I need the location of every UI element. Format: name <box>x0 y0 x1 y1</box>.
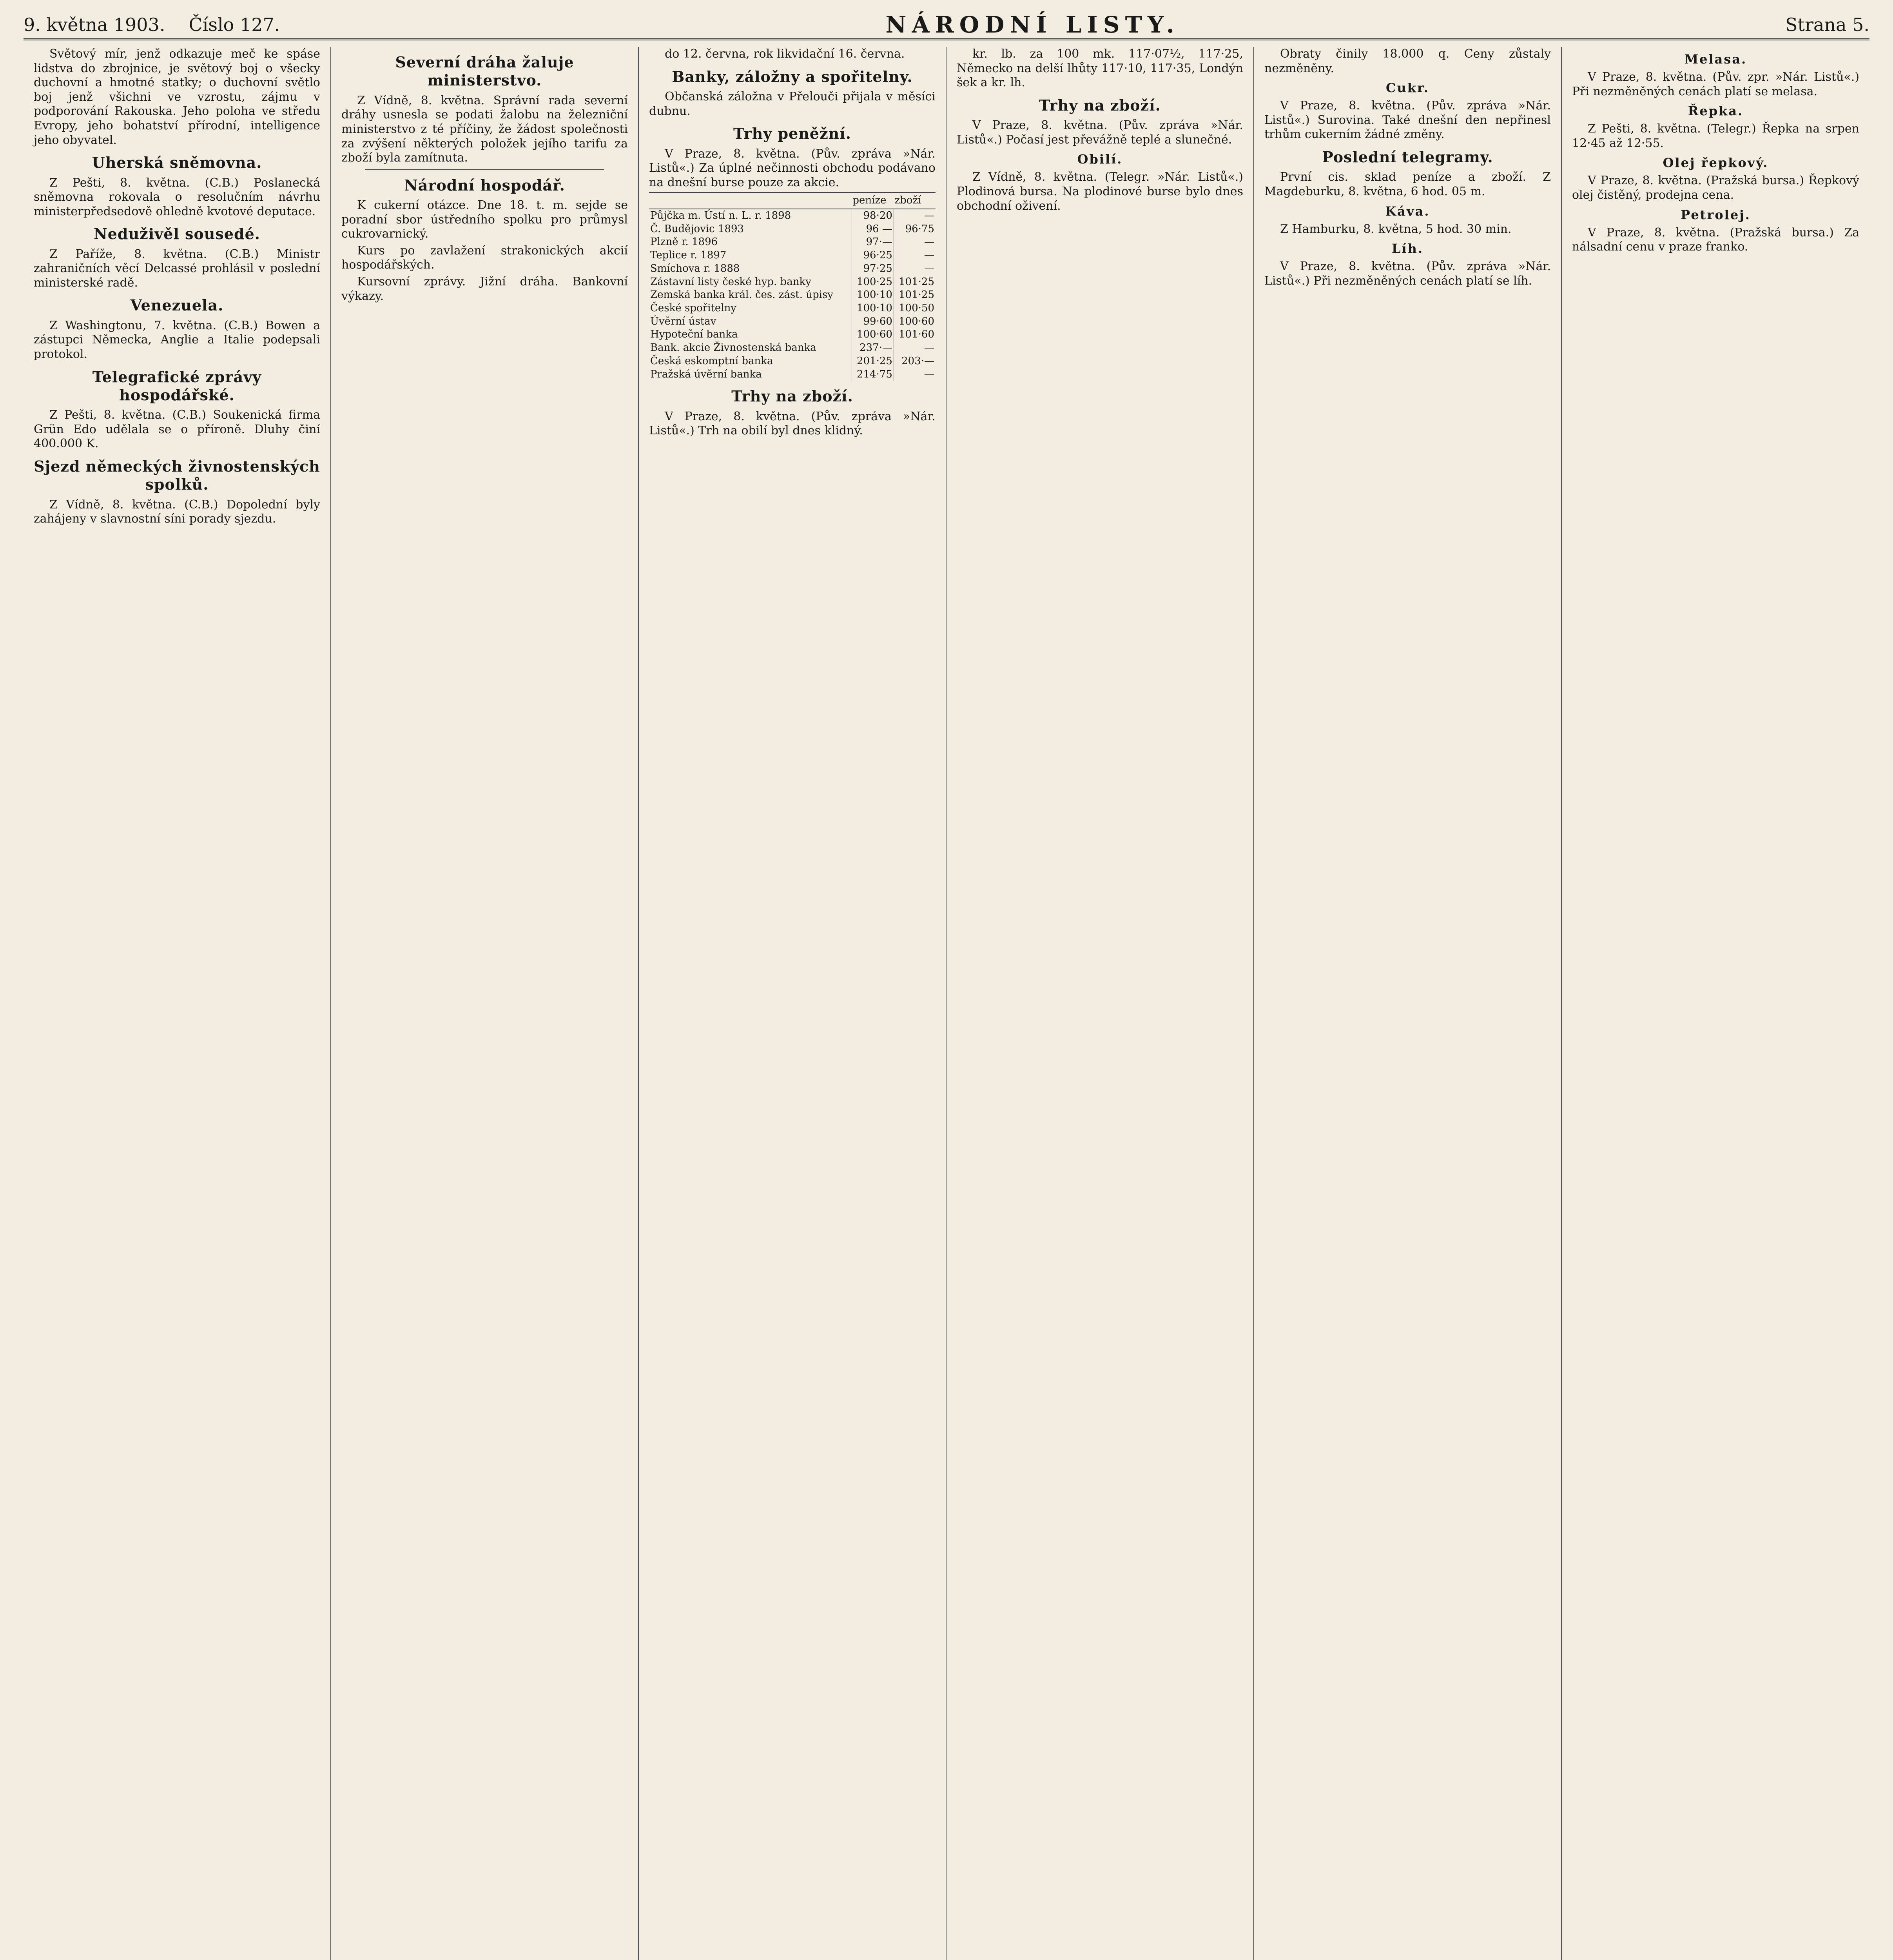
rates-goods-value: 96·75 <box>894 223 936 236</box>
rates-money-value: 97·25 <box>852 262 894 276</box>
rates-money-value: 100·10 <box>852 302 894 315</box>
article-text: Občanská záložna v Přelouči přijala v měsíci dubnu. <box>649 89 936 118</box>
rates-goods-value: 101·25 <box>894 276 936 289</box>
rates-table-row <box>649 223 936 236</box>
section-heading: Trhy na zboží. <box>1039 96 1161 114</box>
rates-money-value: 96·25 <box>852 249 894 262</box>
rates-header-cell: zboží <box>894 192 936 209</box>
rates-money-value: 201·25 <box>852 355 894 368</box>
article-text: Obraty činily 18.000 q. Ceny zůstaly nezměněny. <box>1264 47 1551 75</box>
rates-table-row <box>649 355 936 368</box>
rates-money-value: 237·— <box>852 341 894 355</box>
column-4 <box>946 47 1254 1960</box>
rates-goods-value: — <box>894 368 936 381</box>
article-text: Z Pešti, 8. května. (C.B.) Poslanecká sněmovna rokovala o resolučním návrhu ministerpředsedově ohledně kvotové deputace. <box>34 176 320 218</box>
article-text: Z Vídně, 8. května. Správní rada severní dráhy usnesla se podati žalobu na železniční ministerstvo z té příčiny, že žádost společnosti za zvýšení některých položek jejího tarifu za zboží byla zamítnuta. <box>341 93 628 165</box>
rates-security-name: Česká eskomptní banka <box>650 355 773 367</box>
rates-goods-value: 101·25 <box>894 289 936 302</box>
rates-money-value: 100·60 <box>852 328 894 341</box>
rates-table-row <box>649 289 936 302</box>
article-text: V Praze, 8. května. (Pův. zpráva »Nár. Listů«.) Při nezměněných cenách platí se líh. <box>1264 260 1551 288</box>
section-heading: Banky, záložny a spořitelny. <box>672 67 913 85</box>
article-text: Z Hamburku, 8. května, 5 hod. 30 min. <box>1280 222 1512 236</box>
rates-security-name: Úvěrní ústav <box>650 315 716 327</box>
rates-goods-value: 100·60 <box>894 315 936 328</box>
rates-money-value: 96 — <box>852 223 894 236</box>
article-text: Z Pešti, 8. května. (Telegr.) Řepka na srpen 12·45 až 12·55. <box>1572 122 1859 150</box>
masthead <box>24 11 1869 40</box>
issue-number: Číslo 127. <box>189 14 280 35</box>
section-subheading: Petrolej. <box>1681 207 1751 222</box>
article-text: V Praze, 8. května. (Pův. zpr. »Nár. Listů«.) Při nezměněných cenách platí se melasa. <box>1572 70 1859 98</box>
divider <box>365 169 604 170</box>
rates-money-value: 99·60 <box>852 315 894 328</box>
masthead-left <box>24 14 280 35</box>
article-columns <box>24 47 1869 1960</box>
rates-security-name: Smíchova r. 1888 <box>650 262 740 274</box>
rates-security-name: Teplice r. 1897 <box>650 249 727 261</box>
article-text: V Praze, 8. května. (Pův. zpráva »Nár. Listů«.) Za úplné nečinnosti obchodu podávano na dnešní burse pouze za akcie. <box>649 147 936 189</box>
column-6 <box>1562 47 1869 1960</box>
rates-table-row <box>649 328 936 341</box>
section-heading: Trhy na zboží. <box>731 387 853 405</box>
section-heading: Telegrafické zprávy hospodářské. <box>92 368 262 404</box>
rates-header-cell <box>649 192 852 209</box>
rates-table <box>649 192 936 381</box>
article-text: Světový mír, jenž odkazuje meč ke spáse lidstva do zbrojnice, je světový boj o všecky duchovní a hmotné statky; o duchovní světlo boj jenž všichni ve vzrostu, zájmu v podporování Rakouska. Jeho poloha ve středu Evropy, jeho bohatství přírodní, intelligence jeho obyvatel. <box>34 47 320 147</box>
article-text: do 12. června, rok likvidační 16. června. <box>665 47 905 61</box>
newspaper-title: NÁRODNÍ LISTY. <box>885 11 1180 38</box>
rates-table-row <box>649 302 936 315</box>
issue-date: 9. května 1903. <box>24 14 165 35</box>
rates-security-name: Plzně r. 1896 <box>650 236 718 248</box>
section-heading: Severní dráha žaluje ministerstvo. <box>395 53 574 89</box>
section-subheading: Obilí. <box>1077 152 1123 167</box>
rates-goods-value: — <box>894 209 936 223</box>
rates-security-name: Zástavní listy české hyp. banky <box>650 276 811 288</box>
rates-goods-value: 100·50 <box>894 302 936 315</box>
rates-security-name: Pražská úvěrní banka <box>650 368 762 380</box>
rates-money-value: 214·75 <box>852 368 894 381</box>
article-text: Z Paříže, 8. května. (C.B.) Ministr zahraničních věcí Delcassé prohlásil v poslední ministerské radě. <box>34 247 320 290</box>
rates-money-value: 98·20 <box>852 209 894 223</box>
rates-table-row <box>649 209 936 223</box>
article-text: V Praze, 8. května. (Pův. zpráva »Nár. Listů«.) Počasí jest převážně teplé a slunečné. <box>957 118 1243 147</box>
section-heading: Trhy peněžní. <box>733 125 851 143</box>
rates-goods-value: 101·60 <box>894 328 936 341</box>
column-5 <box>1254 47 1562 1960</box>
section-heading: Sjezd německých živnostenských spolků. <box>34 457 320 494</box>
article-text: V Praze, 8. května. (Pražská bursa.) Za nálsadní cenu v praze franko. <box>1572 225 1859 254</box>
article-text: Z Vídně, 8. května. (C.B.) Dopolední byly zahájeny v slavnostní síni porady sjezdu. <box>34 497 320 526</box>
rates-table-row <box>649 262 936 276</box>
rates-goods-value: 203·— <box>894 355 936 368</box>
section-subheading: Cukr. <box>1386 80 1429 96</box>
column-3 <box>639 47 946 1960</box>
article-text: Kursovní zprávy. Jižní dráha. Bankovní výkazy. <box>341 275 628 303</box>
section-subheading: Líh. <box>1391 241 1424 256</box>
section-heading: Národní hospodář. <box>404 176 565 194</box>
rates-security-name: Č. Budějovic 1893 <box>650 223 744 235</box>
rates-table-row <box>649 276 936 289</box>
article-text: Z Vídně, 8. května. (Telegr. »Nár. Listů«.) Plodinová bursa. Na plodinové burse bylo dnes obchodní oživení. <box>957 170 1243 213</box>
article-text: Kurs po zavlažení strakonických akcií hospodářských. <box>341 243 628 272</box>
rates-goods-value: — <box>894 236 936 249</box>
rates-money-value: 100·25 <box>852 276 894 289</box>
article-text: K cukerní otázce. Dne 18. t. m. sejde se poradní sbor ústředního spolku pro průmysl cukrovarnický. <box>341 198 628 241</box>
article-text: V Praze, 8. května. (Pův. zpráva »Nár. Listů«.) Surovina. Také dnešní den nepřinesl trhům cukerním žádné změny. <box>1264 99 1551 142</box>
section-heading: Venezuela. <box>130 296 224 314</box>
rates-security-name: Bank. akcie Živnostenská banka <box>650 342 816 354</box>
column-2 <box>331 47 639 1960</box>
rates-table-row <box>649 315 936 328</box>
section-subheading: Olej řepkový. <box>1663 155 1769 171</box>
article-text: Z Washingtonu, 7. května. (C.B.) Bowen a zástupci Německa, Anglie a Italie podepsali protokol. <box>34 318 320 361</box>
rates-goods-value: — <box>894 249 936 262</box>
rates-header-cell: peníze <box>852 192 894 209</box>
rates-money-value: 100·10 <box>852 289 894 302</box>
article-text: V Praze, 8. května. (Pražská bursa.) Řepkový olej čistěný, prodejna cena. <box>1572 174 1859 202</box>
rates-security-name: Půjčka m. Ústí n. L. r. 1898 <box>650 210 791 221</box>
rates-security-name: Zemská banka král. čes. zást. úpisy <box>650 289 833 301</box>
rates-table-row <box>649 236 936 249</box>
rates-security-name: České spořitelny <box>650 302 736 314</box>
article-text: Z Pešti, 8. května. (C.B.) Soukenická firma Grün Edo udělala se o příroně. Dluhy činí 400.000 K. <box>34 408 320 451</box>
rates-goods-value: — <box>894 262 936 276</box>
section-heading: Neduživěl sousedé. <box>94 225 260 243</box>
section-heading: Uherská sněmovna. <box>92 154 262 172</box>
column-1 <box>24 47 331 1960</box>
section-subheading: Káva. <box>1385 203 1430 219</box>
article-text: kr. lb. za 100 mk. 117·07½, 117·25, Německo na delší lhůty 117·10, 117·35, Londýn šek a kr. lh. <box>957 47 1243 90</box>
rates-table-body <box>649 209 936 381</box>
rates-table-row <box>649 341 936 355</box>
rates-goods-value: — <box>894 341 936 355</box>
rates-security-name: Hypoteční banka <box>650 328 738 341</box>
section-subheading: Řepka. <box>1688 103 1744 119</box>
rates-table-header <box>649 192 936 209</box>
article-text: První cis. sklad peníze a zboží. Z Magdeburku, 8. května, 6 hod. 05 m. <box>1264 170 1551 198</box>
rates-money-value: 97·— <box>852 236 894 249</box>
section-heading: Poslední telegramy. <box>1322 148 1493 166</box>
rates-table-row <box>649 368 936 381</box>
article-text: V Praze, 8. května. (Pův. zpráva »Nár. Listů«.) Trh na obilí byl dnes klidný. <box>649 409 936 438</box>
section-subheading: Melasa. <box>1684 52 1747 67</box>
rates-table-row <box>649 249 936 262</box>
page-number: Strana 5. <box>1785 14 1869 35</box>
